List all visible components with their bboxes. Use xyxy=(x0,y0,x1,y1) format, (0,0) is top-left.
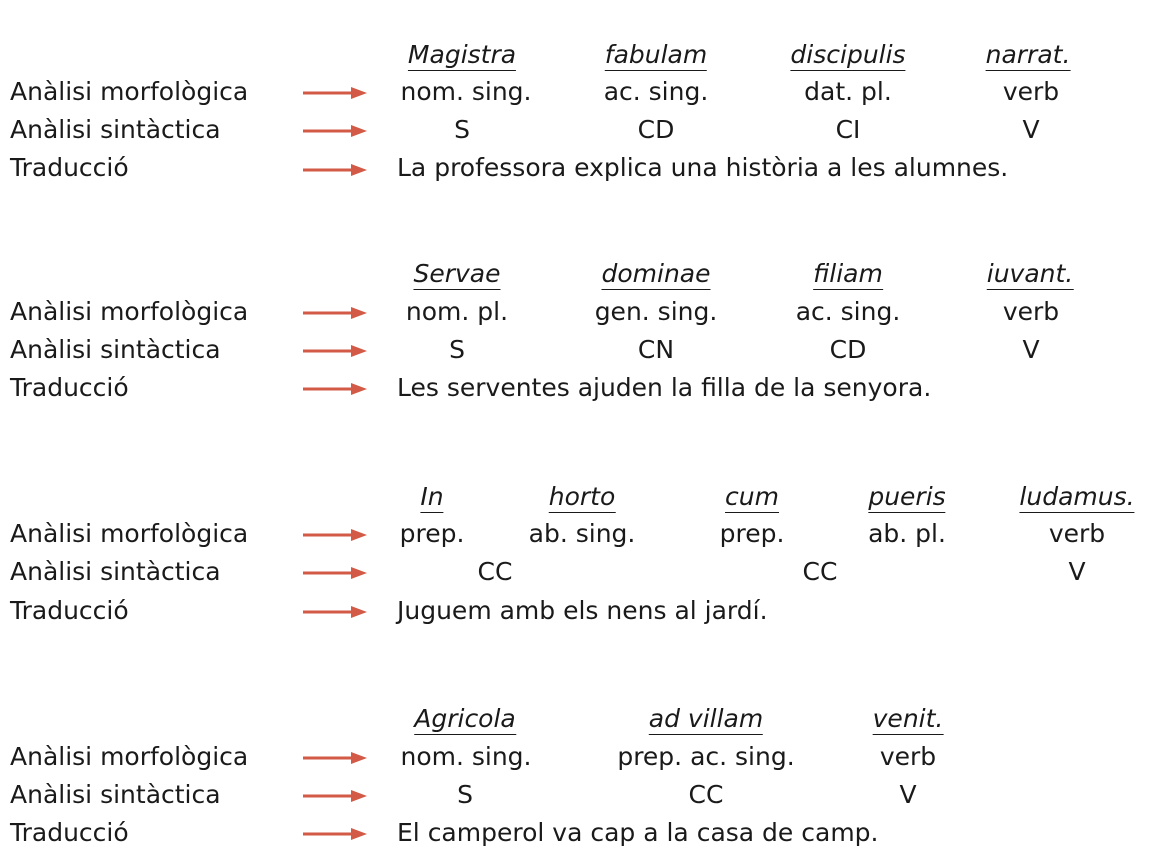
latin-word: filiam xyxy=(813,259,883,288)
latin-word: pueris xyxy=(868,482,946,511)
arrow-right-icon xyxy=(303,86,367,100)
morph-cell: nom. sing. xyxy=(400,742,532,771)
row-label-translation: Traducció xyxy=(10,818,129,847)
morph-cell: prep. xyxy=(399,519,465,548)
arrow-right-icon xyxy=(303,827,367,841)
morph-cell: prep. xyxy=(719,519,785,548)
syntax-cell: CD xyxy=(829,335,867,364)
latin-word: discipulis xyxy=(790,40,906,69)
latin-word: horto xyxy=(548,482,616,511)
latin-word: ludamus. xyxy=(1019,482,1135,511)
morph-cell: ab. sing. xyxy=(528,519,636,548)
row-label-morphology: Anàlisi morfològica xyxy=(10,77,249,106)
row-label-translation: Traducció xyxy=(10,153,129,182)
syntax-cell: S xyxy=(449,335,465,364)
arrow-right-icon xyxy=(303,789,367,803)
morph-cell: dat. pl. xyxy=(804,77,892,106)
arrow-right-icon xyxy=(303,751,367,765)
syntax-cell: CI xyxy=(835,115,861,144)
row-label-morphology: Anàlisi morfològica xyxy=(10,519,249,548)
morph-cell: prep. ac. sing. xyxy=(617,742,795,771)
syntax-cell: CN xyxy=(637,335,675,364)
morph-cell: verb xyxy=(879,742,937,771)
morph-cell: nom. pl. xyxy=(405,297,509,326)
syntax-cell: CC xyxy=(688,780,724,809)
arrow-right-icon xyxy=(303,605,367,619)
latin-word: Servae xyxy=(413,259,501,288)
morph-cell: verb xyxy=(1048,519,1106,548)
translation-text: El camperol va cap a la casa de camp. xyxy=(397,818,879,847)
latin-word: fabulam xyxy=(604,40,708,69)
syntax-cell: V xyxy=(1022,115,1040,144)
syntax-cell: CD xyxy=(637,115,675,144)
translation-text: La professora explica una història a les alumnes. xyxy=(397,153,1009,182)
latin-word: Magistra xyxy=(407,40,517,69)
arrow-right-icon xyxy=(303,306,367,320)
morph-cell: nom. sing. xyxy=(400,77,532,106)
morph-cell: verb xyxy=(1002,77,1060,106)
syntax-cell: S xyxy=(457,780,473,809)
row-label-syntax: Anàlisi sintàctica xyxy=(10,335,221,364)
syntax-cell: S xyxy=(454,115,470,144)
arrow-right-icon xyxy=(303,566,367,580)
row-label-morphology: Anàlisi morfològica xyxy=(10,742,249,771)
morph-cell: verb xyxy=(1002,297,1060,326)
row-label-translation: Traducció xyxy=(10,373,129,402)
syntax-cell: V xyxy=(1068,557,1086,586)
morph-cell: ac. sing. xyxy=(795,297,901,326)
syntax-cell: V xyxy=(899,780,917,809)
latin-word: narrat. xyxy=(985,40,1071,69)
translation-text: Les serventes ajuden la filla de la senyora. xyxy=(397,373,932,402)
latin-word: cum xyxy=(725,482,779,511)
row-label-syntax: Anàlisi sintàctica xyxy=(10,557,221,586)
latin-word: dominae xyxy=(601,259,711,288)
latin-word: venit. xyxy=(872,704,944,733)
latin-word: ad villam xyxy=(648,704,764,733)
syntax-cell: CC xyxy=(477,557,513,586)
row-label-translation: Traducció xyxy=(10,596,129,625)
morph-cell: gen. sing. xyxy=(594,297,718,326)
latin-word: iuvant. xyxy=(986,259,1074,288)
syntax-cell: CC xyxy=(802,557,838,586)
row-label-syntax: Anàlisi sintàctica xyxy=(10,115,221,144)
latin-word: Agricola xyxy=(414,704,516,733)
row-label-morphology: Anàlisi morfològica xyxy=(10,297,249,326)
morph-cell: ac. sing. xyxy=(603,77,709,106)
arrow-right-icon xyxy=(303,382,367,396)
latin-word: In xyxy=(420,482,444,511)
arrow-right-icon xyxy=(303,124,367,138)
arrow-right-icon xyxy=(303,163,367,177)
arrow-right-icon xyxy=(303,528,367,542)
translation-text: Juguem amb els nens al jardí. xyxy=(397,596,768,625)
morph-cell: ab. pl. xyxy=(868,519,946,548)
syntax-cell: V xyxy=(1022,335,1040,364)
row-label-syntax: Anàlisi sintàctica xyxy=(10,780,221,809)
arrow-right-icon xyxy=(303,344,367,358)
